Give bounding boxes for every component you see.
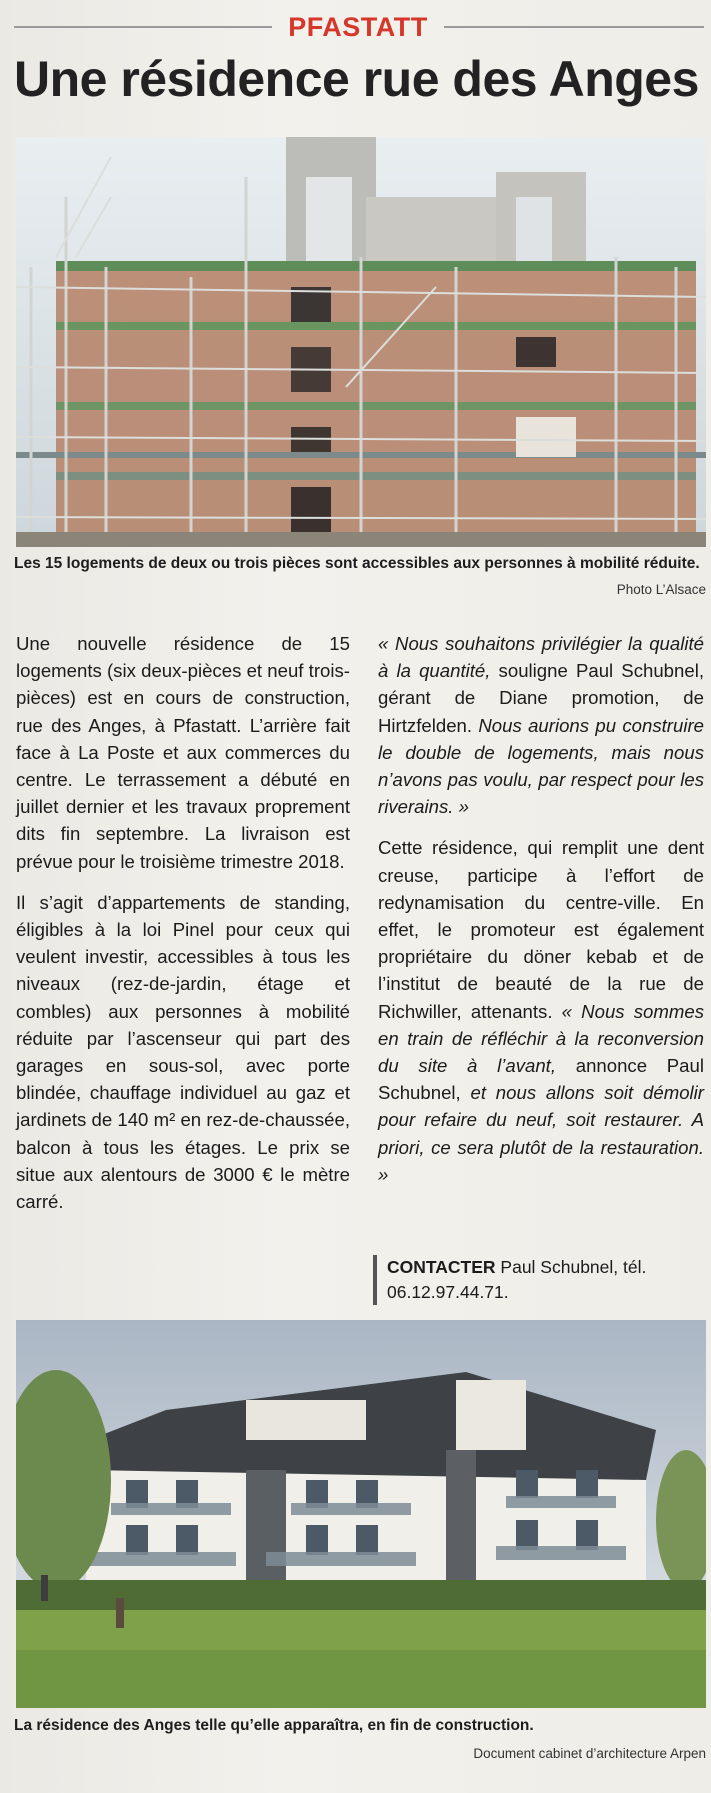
residence-text: Cette résidence, qui remplit une dent creuse, participe à l’effort de redynamisation du centre-ville. En effet, le promoteur est également propriétaire du döner kebab et de l’institut de beauté de la rue de Richwiller, attenants. — [378, 837, 704, 1022]
residence-quote-2: et nous allons soit démolir pour refaire du neuf, soit restaurer. A priori, ce sera plutôt de la restauration. » — [378, 1082, 704, 1185]
contact-box — [373, 1255, 711, 1305]
contact-label: CONTACTER — [387, 1257, 496, 1277]
residence-attribution: annonce Paul Schubnel, — [378, 1055, 704, 1104]
article-headline: Une résidence rue des Anges — [14, 51, 699, 107]
section-header — [14, 12, 704, 42]
paragraph-intro: Une nouvelle résidence de 15 logements (six deux-pièces et neuf trois-pièces) est en cours de construction, rue des Anges, à Pfastatt. L’arrière fait face à La Poste et aux commerces du centre. Le terrassement a débuté en juillet dernier et les travaux proprement dits fin septembre. La livraison est prévue pour le troisième trimestre 2018. — [16, 633, 350, 872]
article-column-1 — [16, 630, 350, 1229]
residence-quote-1: « Nous sommes en train de réfléchir à la reconversion du site à l’avant, — [378, 1000, 704, 1077]
construction-photo — [16, 137, 706, 547]
top-photo-credit: Photo L’Alsace — [616, 582, 706, 597]
bottom-photo-caption: La résidence des Anges telle qu’elle apparaîtra, en fin de construction. — [14, 1717, 534, 1734]
quote-part-1: « Nous souhaitons privilégier la qualité à la quantité, — [378, 633, 704, 682]
architect-rendering — [16, 1320, 706, 1708]
paragraph-residence — [378, 834, 704, 1188]
contact-details: Paul Schubnel, tél. 06.12.97.44.71. — [387, 1257, 647, 1302]
rule-right — [444, 26, 704, 28]
paragraph-apartments: Il s’agit d’appartements de standing, éligibles à la loi Pinel pour ceux qui veulent investir, accessibles à tous les niveaux (rez-de-jardin, étage et combles) aux personnes à mobilité réduite par l’ascenseur qui part des garages en sous-sol, avec porte blindée, chauffage individuel au gaz et jardinets de 140 m² en rez-de-chaussée, balcon à tous les étages. Le prix se situe aux alentours de 3000 € le mètre carré. — [16, 891, 350, 1213]
rule-left — [14, 26, 272, 28]
bottom-photo-credit: Document cabinet d’architecture Arpen — [473, 1746, 706, 1761]
quote-part-2: Nous aurions pu construire le double de logements, mais nous n’avons pas voulu, par respect pour les riverains. » — [378, 714, 704, 818]
quote-attribution: souligne Paul Schubnel, gérant de Diane promotion, de Hirtzfelden. — [378, 660, 704, 736]
top-photo-caption: Les 15 logements de deux ou trois pièces sont accessibles aux personnes à mobilité réduite. — [14, 555, 700, 572]
paragraph-quote — [378, 630, 704, 820]
section-kicker: PFASTATT — [288, 12, 428, 42]
article-column-2 — [378, 630, 704, 1202]
